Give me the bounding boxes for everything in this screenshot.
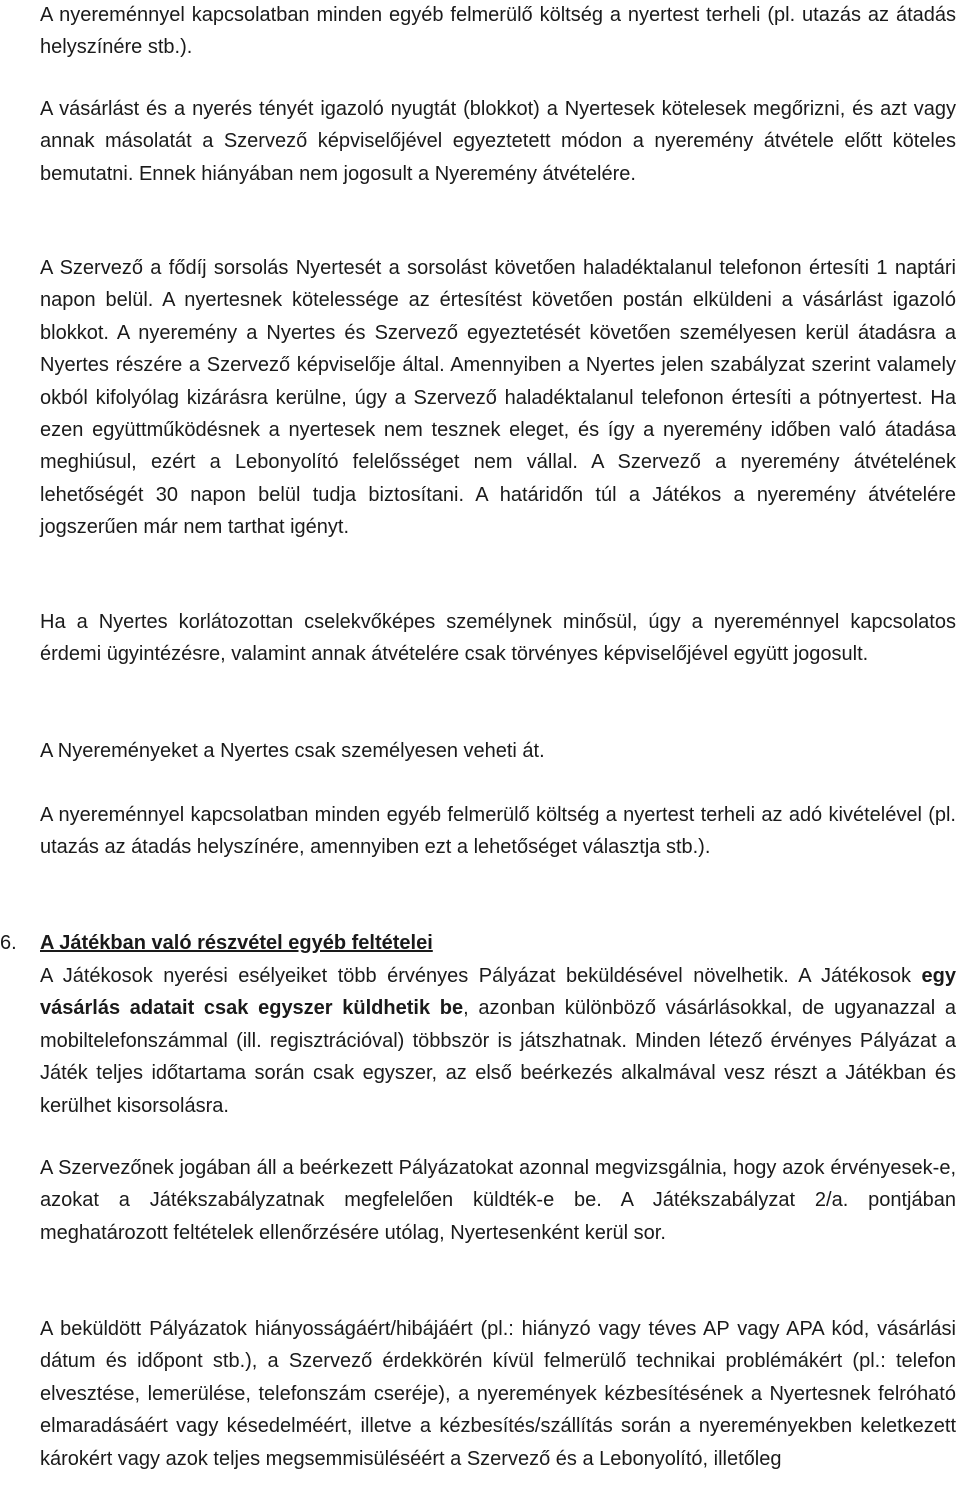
paragraph-verification: A Szervezőnek jogában áll a beérkezett Pályázatokat azonnal megvizsgálnia, hogy azok érvényesek-e, azokat a Játékszabályzatnak megfelelően küldték-e be. A Játékszabályzat 2/a. pontjában meghatározott feltételek ellenőrzésére utólag, Nyertesenként kerül sor. bbox=[40, 1157, 956, 1244]
entry-rules-text-1: A Játékosok nyerési esélyeiket több érvényes Pályázat beküldésével növelhetik. A Játékosok bbox=[40, 965, 922, 987]
paragraph-entry-rules bbox=[40, 960, 956, 1122]
paragraph-liability: A beküldött Pályázatok hiányosságáért/hibájáért (pl.: hiányzó vagy téves AP vagy APA kód, vásárlási dátum és időpont stb.), a Szervező érdekkörén kívül felmerülő technikai problémákért (pl.: telefon elvesztése, lemerülése, telefonszám cseréje), a nyeremények kézbesítésének a Nyertesnek felróható elmaradásáért vagy késedelméért, illetve a kézbesítés/szállítás során a nyereményekben keletkezett károkért vagy azok teljes megsemmisüléséért a Szervező és a Lebonyolító, illetőleg bbox=[40, 1318, 956, 1470]
paragraph-personal-pickup: A Nyereményeket a Nyertes csak személyesen veheti át. bbox=[40, 740, 545, 762]
section-number: 6. bbox=[0, 932, 17, 954]
paragraph-receipt: A vásárlást és a nyerés tényét igazoló nyugtát (blokkot) a Nyertesek kötelesek megőrizni, és azt vagy annak másolatát a Szervező képviselőjével egyeztetett módon a nyeremény átvétele előtt köteles bemutatni. Ennek hiányában nem jogosult a Nyeremény átvételére. bbox=[40, 98, 956, 185]
entry-rules-text-2: , azonban különböző vásárlásokkal, de ugyanazzal a mobiltelefonszámmal (ill. regisztrációval) többször is játszhatnak. Minden létező érvényes Pályázat a Játék teljes időtartama során csak egyszer, az első beérkezés alkalmával vesz részt a Játékban és kerülhet kisorsolásra. bbox=[40, 997, 956, 1117]
section-6-heading bbox=[0, 927, 956, 959]
paragraph-notification: A Szervező a fődíj sorsolás Nyertesét a sorsolást követően haladéktalanul telefonon értesíti 1 naptári napon belül. A nyertesnek kötelessége az értesítést követően postán elküldeni a vásárlást igazoló blokkot. A nyeremény a Nyertes és Szervező egyeztetését követően személyesen kerül átadásra a Nyertes részére a Szervező képviselője által. Amennyiben a Nyertes jelen szabályzat szerint valamely okból kifolyólag kizárásra kerülne, úgy a Szervező haladéktalanul telefonon értesíti a pótnyertest. Ha ezen együttműködésnek a nyertesek nem tesznek eleget, és így a nyeremény időben való átadása meghiúsul, ezért a Lebonyolító felelősséget nem vállal. A Szervező a nyeremény átvételének lehetőségét 30 napon belül tudja biztosítani. A határidőn túl a Játékos a nyeremény átvételére jogszerűen már nem tarthat igényt. bbox=[40, 257, 956, 539]
paragraph-costs-intro: A nyereménnyel kapcsolatban minden egyéb felmerülő költség a nyertest terheli (pl. utazás az átadás helyszínére stb.). bbox=[40, 4, 956, 59]
section-title: A Játékban való részvétel egyéb feltételei bbox=[40, 932, 433, 954]
paragraph-limited-capacity: Ha a Nyertes korlátozottan cselekvőképes személynek minősül, úgy a nyereménnyel kapcsolatos érdemi ügyintézésre, valamint annak átvételére csak törvényes képviselőjével együtt jogosult. bbox=[40, 611, 956, 666]
paragraph-costs: A nyereménnyel kapcsolatban minden egyéb felmerülő költség a nyertest terheli az adó kivételével (pl. utazás az átadás helyszínére, amennyiben ezt a lehetőséget választja stb.). bbox=[40, 804, 956, 859]
entry-rules-emphasis: egy vásárlás adatait csak egyszer küldhetik be bbox=[40, 965, 956, 1020]
